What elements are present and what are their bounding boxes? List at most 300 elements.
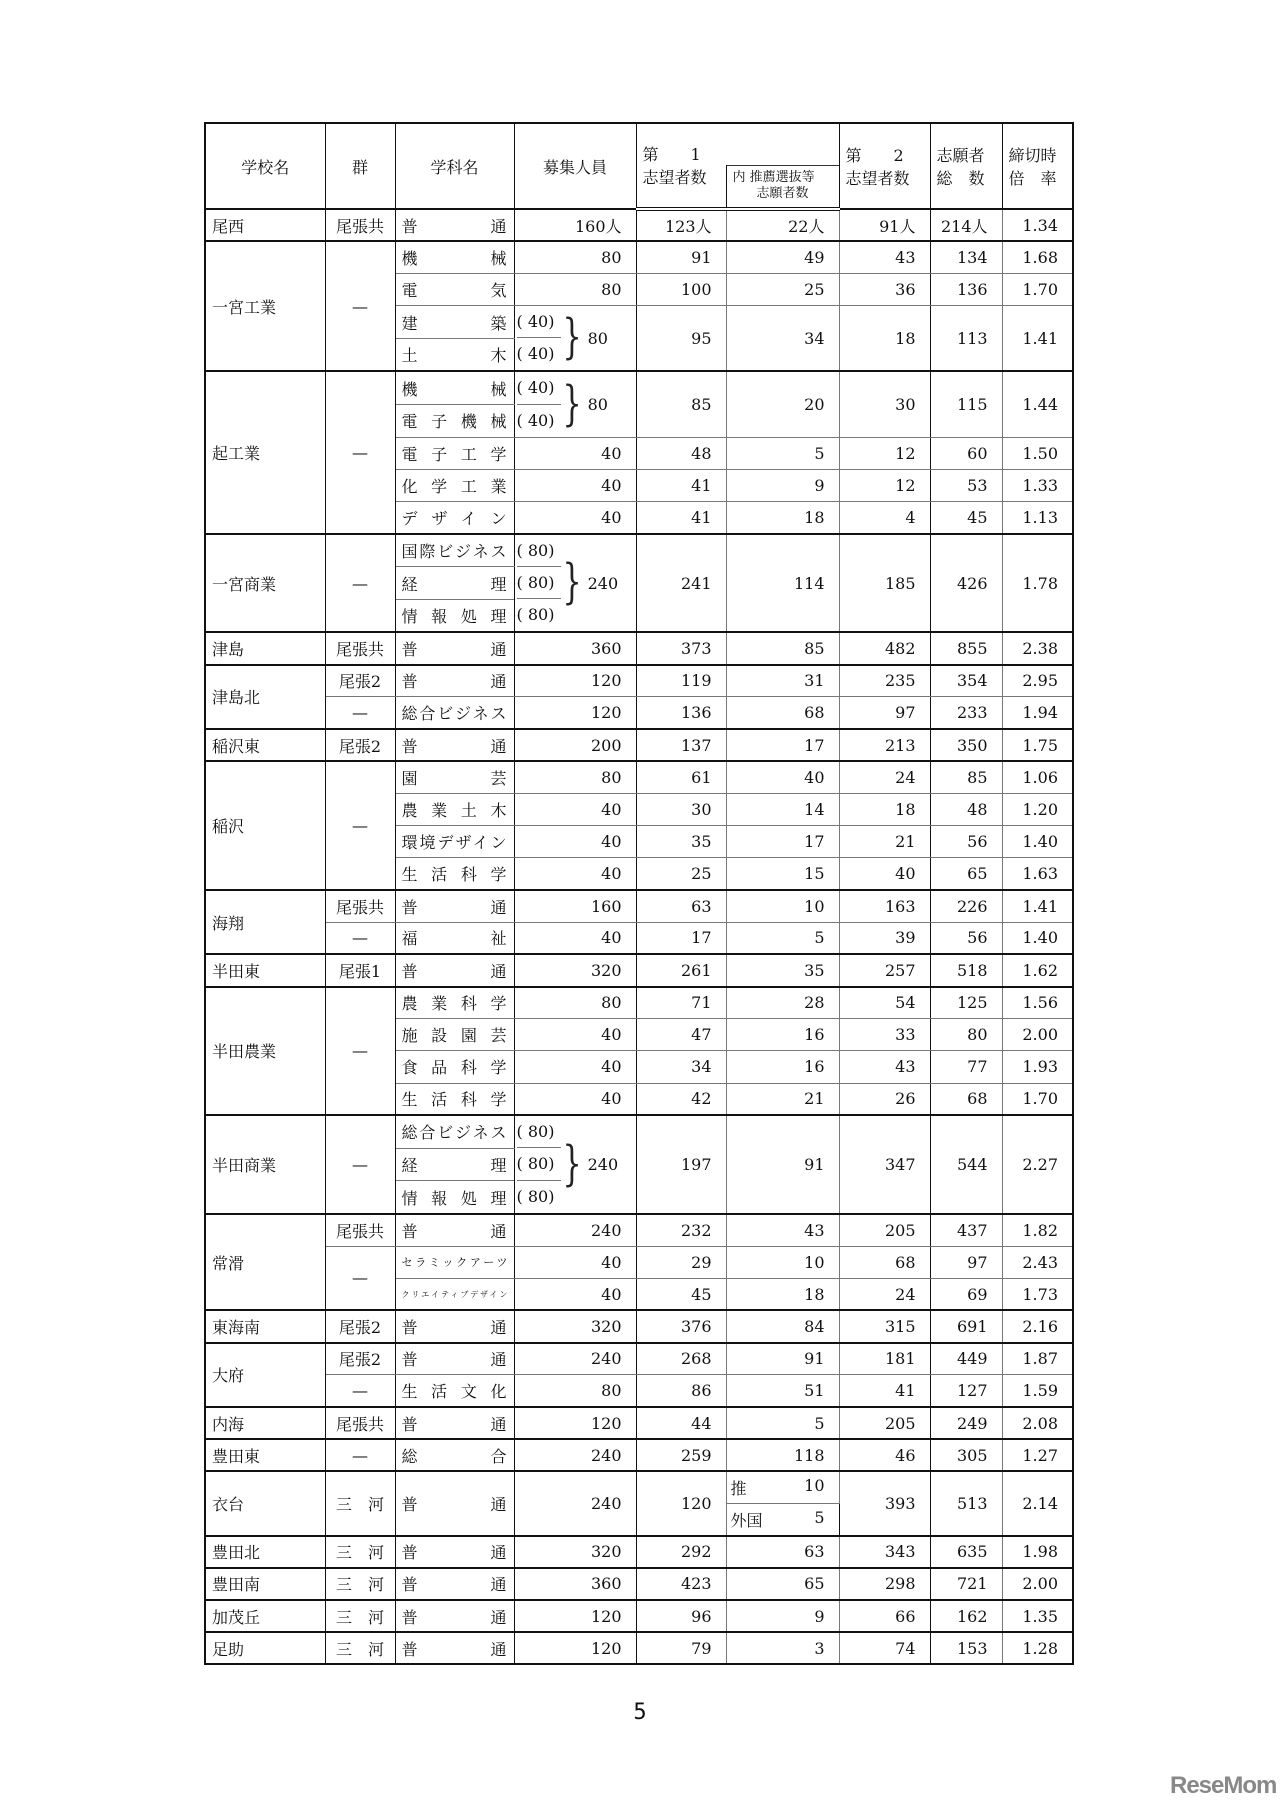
second-choice: 12 <box>839 470 930 502</box>
total-applicants: 855 <box>930 632 1002 664</box>
school-group: — <box>325 371 395 533</box>
quota: 40 <box>514 793 636 825</box>
school-name: 津島北 <box>205 665 325 729</box>
subject-name: 普通 <box>395 890 514 922</box>
table-row <box>205 1568 1073 1600</box>
school-name: 津島 <box>205 632 325 664</box>
subject-name: 農業土木 <box>395 793 514 825</box>
quota-total: 240 <box>587 1155 619 1175</box>
applicant-table <box>204 122 1074 1665</box>
recommend-value: 5 <box>814 1507 825 1527</box>
second-choice: 347 <box>839 1115 930 1214</box>
school-name: 東海南 <box>205 1310 325 1342</box>
quota: 320 <box>514 1536 636 1568</box>
recommend-count: 43 <box>726 1214 839 1246</box>
school-name: 海翔 <box>205 890 325 954</box>
first-choice: 30 <box>636 793 726 825</box>
school-group: — <box>325 697 395 729</box>
quota: 240 <box>514 1439 636 1471</box>
quota-part: ( 80) <box>517 1116 561 1148</box>
subject-name: 農業科学 <box>395 987 514 1019</box>
ratio: 1.35 <box>1002 1600 1073 1632</box>
first-choice: 241 <box>636 534 726 633</box>
subject-name: 普通 <box>395 954 514 986</box>
first-choice: 376 <box>636 1310 726 1342</box>
recommend-count: 15 <box>726 858 839 890</box>
school-group: — <box>325 761 395 890</box>
table-row <box>205 1214 1073 1246</box>
subject-name: 建築 <box>395 306 514 339</box>
total-applicants: 56 <box>930 826 1002 858</box>
quota: 240 <box>514 1343 636 1375</box>
table-row <box>205 1310 1073 1342</box>
school-group: 尾張共 <box>325 890 395 922</box>
subject-name: 普通 <box>395 729 514 761</box>
recommend-count: 17 <box>726 826 839 858</box>
ratio: 1.41 <box>1002 890 1073 922</box>
table-row <box>205 954 1073 986</box>
school-group: 尾張共 <box>325 1214 395 1246</box>
recommend-count: 18 <box>726 1278 839 1310</box>
ratio: 1.75 <box>1002 729 1073 761</box>
quota: 40 <box>514 1278 636 1310</box>
subject-name: 機械 <box>395 371 514 404</box>
first-choice: 35 <box>636 826 726 858</box>
ratio: 1.33 <box>1002 470 1073 502</box>
total-applicants: 136 <box>930 273 1002 305</box>
table-body <box>205 209 1073 1664</box>
table-row <box>205 697 1073 729</box>
total-applicants: 305 <box>930 1439 1002 1471</box>
ratio: 1.78 <box>1002 534 1073 633</box>
recommend-count: 9 <box>726 1600 839 1632</box>
subject-name: 食品科学 <box>395 1051 514 1083</box>
quota: 40 <box>514 502 636 534</box>
header-total-bottom: 総 数 <box>936 169 985 188</box>
first-choice: 86 <box>636 1375 726 1407</box>
second-choice: 343 <box>839 1536 930 1568</box>
school-name: 足助 <box>205 1632 325 1664</box>
ratio: 1.27 <box>1002 1439 1073 1471</box>
quota: 360 <box>514 632 636 664</box>
total-applicants: 85 <box>930 761 1002 793</box>
header-second-top: 第 2 <box>845 146 904 165</box>
quota: 40 <box>514 826 636 858</box>
ratio: 2.95 <box>1002 665 1073 697</box>
recommend-value: 10 <box>804 1476 825 1496</box>
ratio: 1.70 <box>1002 273 1073 305</box>
ratio: 1.68 <box>1002 241 1073 273</box>
second-choice: 315 <box>839 1310 930 1342</box>
school-group: — <box>325 1439 395 1471</box>
ratio: 2.27 <box>1002 1115 1073 1214</box>
school-group: 尾張1 <box>325 954 395 986</box>
school-name: 大府 <box>205 1343 325 1407</box>
total-applicants: 449 <box>930 1343 1002 1375</box>
total-applicants: 68 <box>930 1083 1002 1115</box>
total-applicants: 48 <box>930 793 1002 825</box>
ratio: 2.00 <box>1002 1568 1073 1600</box>
school-name: 常滑 <box>205 1214 325 1311</box>
ratio: 1.44 <box>1002 371 1073 437</box>
quota <box>514 306 636 372</box>
subject-name: 生活科学 <box>395 1083 514 1115</box>
second-choice: 26 <box>839 1083 930 1115</box>
quota: 80 <box>514 761 636 793</box>
quota: 80 <box>514 241 636 273</box>
total-applicants: 56 <box>930 922 1002 954</box>
first-choice: 91 <box>636 241 726 273</box>
subject-name: 電子工学 <box>395 437 514 469</box>
quota-total: 80 <box>587 395 608 415</box>
table-row <box>205 1246 1073 1278</box>
quota: 40 <box>514 437 636 469</box>
school-group: — <box>325 241 395 371</box>
ratio: 1.28 <box>1002 1632 1073 1664</box>
quota-part: ( 80) <box>517 535 561 567</box>
school-group: 尾張2 <box>325 665 395 697</box>
subject-name: 化学工業 <box>395 470 514 502</box>
second-choice: 12 <box>839 437 930 469</box>
second-choice: 74 <box>839 1632 930 1664</box>
header-total <box>930 123 1002 209</box>
total-applicants: 544 <box>930 1115 1002 1214</box>
school-group: 尾張共 <box>325 209 395 241</box>
ratio: 2.08 <box>1002 1407 1073 1439</box>
quota <box>514 1115 636 1214</box>
recommend-count: 68 <box>726 697 839 729</box>
table-row <box>205 890 1073 922</box>
quota-part: ( 80) <box>516 605 555 625</box>
header-ratio <box>1002 123 1073 209</box>
first-choice: 232 <box>636 1214 726 1246</box>
ratio: 1.70 <box>1002 1083 1073 1115</box>
subject-name: 経理 <box>395 567 514 600</box>
subject-name: 普通 <box>395 1471 514 1535</box>
table-row <box>205 1600 1073 1632</box>
subject-name: 総合ビジネス <box>395 697 514 729</box>
first-choice: 17 <box>636 922 726 954</box>
quota: 80 <box>514 273 636 305</box>
first-choice: 268 <box>636 1343 726 1375</box>
second-choice: 68 <box>839 1246 930 1278</box>
second-choice: 18 <box>839 306 930 372</box>
first-choice: 45 <box>636 1278 726 1310</box>
header-recommend-top: 内 推薦選抜等 <box>732 170 815 186</box>
recommend-count: 35 <box>726 954 839 986</box>
ratio: 1.50 <box>1002 437 1073 469</box>
second-choice: 24 <box>839 761 930 793</box>
second-choice: 46 <box>839 1439 930 1471</box>
subject-name: 普通 <box>395 632 514 664</box>
second-choice: 235 <box>839 665 930 697</box>
quota: 40 <box>514 1083 636 1115</box>
first-choice: 29 <box>636 1246 726 1278</box>
ratio: 1.63 <box>1002 858 1073 890</box>
second-choice: 97 <box>839 697 930 729</box>
first-choice: 259 <box>636 1439 726 1471</box>
second-choice: 30 <box>839 371 930 437</box>
second-choice: 163 <box>839 890 930 922</box>
subject-name: 生活文化 <box>395 1375 514 1407</box>
ratio: 1.62 <box>1002 954 1073 986</box>
quota-part: ( 80) <box>516 1186 555 1206</box>
school-group: 尾張共 <box>325 1407 395 1439</box>
school-group: 三 河 <box>325 1632 395 1664</box>
total-applicants: 233 <box>930 697 1002 729</box>
header-quota: 募集人員 <box>514 123 636 209</box>
header-ratio-bottom: 倍 率 <box>1008 169 1057 188</box>
subject-name: 普通 <box>395 665 514 697</box>
total-applicants: 518 <box>930 954 1002 986</box>
first-choice: 119 <box>636 665 726 697</box>
quota: 320 <box>514 954 636 986</box>
recommend-label: 推 <box>730 1479 747 1499</box>
school-name: 半田農業 <box>205 987 325 1116</box>
recommend-count: 20 <box>726 371 839 437</box>
table-row <box>205 729 1073 761</box>
total-applicants: 214人 <box>930 209 1002 241</box>
school-name: 衣台 <box>205 1471 325 1535</box>
table-row <box>205 1115 1073 1148</box>
first-choice: 41 <box>636 470 726 502</box>
ratio: 1.87 <box>1002 1343 1073 1375</box>
recommend-count: 10 <box>726 1246 839 1278</box>
header-second-bottom: 志望者数 <box>845 169 910 188</box>
school-group: — <box>325 1246 395 1310</box>
subject-name: 総合ビジネス <box>395 1115 514 1148</box>
ratio: 1.59 <box>1002 1375 1073 1407</box>
quota-part: ( 80) <box>517 1148 561 1180</box>
school-name: 豊田北 <box>205 1536 325 1568</box>
second-choice: 18 <box>839 793 930 825</box>
second-choice: 181 <box>839 1343 930 1375</box>
subject-name: 環境デザイン <box>395 826 514 858</box>
brace-icon: } <box>562 1135 582 1192</box>
quota: 40 <box>514 1019 636 1051</box>
ratio: 1.94 <box>1002 697 1073 729</box>
subject-name: クリエイティブデザイン <box>395 1278 514 1310</box>
second-choice: 257 <box>839 954 930 986</box>
second-choice: 205 <box>839 1407 930 1439</box>
recommend-count: 40 <box>726 761 839 793</box>
school-group: 三 河 <box>325 1536 395 1568</box>
recommend-count: 9 <box>726 470 839 502</box>
school-name: 尾西 <box>205 209 325 241</box>
header-school: 学校名 <box>205 123 325 209</box>
recommend-count: 10 <box>726 890 839 922</box>
ratio: 1.20 <box>1002 793 1073 825</box>
recommend-count: 118 <box>726 1439 839 1471</box>
total-applicants: 162 <box>930 1600 1002 1632</box>
quota: 360 <box>514 1568 636 1600</box>
recommend-count: 114 <box>726 534 839 633</box>
subject-name: セラミックアーツ <box>395 1246 514 1278</box>
recommend-count: 21 <box>726 1083 839 1115</box>
school-name: 起工業 <box>205 371 325 533</box>
header-group: 群 <box>325 123 395 209</box>
resemom-logo: ReseMom <box>1170 1772 1277 1799</box>
header-subject: 学科名 <box>395 123 514 209</box>
recommend-count: 91 <box>726 1115 839 1214</box>
first-choice: 71 <box>636 987 726 1019</box>
school-group: — <box>325 1375 395 1407</box>
school-name: 半田東 <box>205 954 325 986</box>
subject-name: 普通 <box>395 1343 514 1375</box>
recommend-count <box>726 1471 839 1503</box>
school-group: 尾張2 <box>325 729 395 761</box>
school-name: 内海 <box>205 1407 325 1439</box>
second-choice: 39 <box>839 922 930 954</box>
total-applicants: 691 <box>930 1310 1002 1342</box>
subject-name: 情報処理 <box>395 600 514 633</box>
subject-name: 総合 <box>395 1439 514 1471</box>
total-applicants: 80 <box>930 1019 1002 1051</box>
ratio: 1.13 <box>1002 502 1073 534</box>
header-ratio-top: 締切時 <box>1008 146 1057 165</box>
second-choice: 91人 <box>839 209 930 241</box>
subject-name: 普通 <box>395 1536 514 1568</box>
subject-name: 園芸 <box>395 761 514 793</box>
first-choice: 120 <box>636 1471 726 1535</box>
school-group: 尾張2 <box>325 1343 395 1375</box>
header-first-bottom: 志望者数 <box>636 165 726 209</box>
quota: 200 <box>514 729 636 761</box>
second-choice: 24 <box>839 1278 930 1310</box>
table-row <box>205 922 1073 954</box>
total-applicants: 249 <box>930 1407 1002 1439</box>
total-applicants: 115 <box>930 371 1002 437</box>
first-choice: 423 <box>636 1568 726 1600</box>
recommend-count: 49 <box>726 241 839 273</box>
first-choice: 136 <box>636 697 726 729</box>
ratio: 1.41 <box>1002 306 1073 372</box>
first-choice: 85 <box>636 371 726 437</box>
table-row <box>205 1343 1073 1375</box>
header-first-top: 第 1 <box>636 123 839 165</box>
ratio: 1.82 <box>1002 1214 1073 1246</box>
total-applicants: 45 <box>930 502 1002 534</box>
recommend-count: 17 <box>726 729 839 761</box>
quota: 80 <box>514 1375 636 1407</box>
second-choice: 482 <box>839 632 930 664</box>
quota <box>514 534 636 633</box>
subject-name: 普通 <box>395 1568 514 1600</box>
quota: 160人 <box>514 209 636 241</box>
quota: 240 <box>514 1214 636 1246</box>
recommend-count: 14 <box>726 793 839 825</box>
total-applicants: 134 <box>930 241 1002 273</box>
first-choice: 42 <box>636 1083 726 1115</box>
table-row <box>205 241 1073 273</box>
recommend-count: 5 <box>726 437 839 469</box>
school-group: 尾張共 <box>325 632 395 664</box>
table-row <box>205 209 1073 241</box>
second-choice: 66 <box>839 1600 930 1632</box>
quota-part: ( 40) <box>517 306 561 338</box>
ratio: 2.14 <box>1002 1471 1073 1535</box>
header-recommend-bottom: 志願者数 <box>756 186 809 202</box>
total-applicants: 127 <box>930 1375 1002 1407</box>
first-choice: 44 <box>636 1407 726 1439</box>
total-applicants: 350 <box>930 729 1002 761</box>
quota-part: ( 80) <box>517 567 561 599</box>
brace-icon: } <box>562 554 582 611</box>
recommend-count: 3 <box>726 1632 839 1664</box>
recommend-count: 5 <box>726 922 839 954</box>
table-row <box>205 632 1073 664</box>
table-row <box>205 1375 1073 1407</box>
quota: 320 <box>514 1310 636 1342</box>
total-applicants: 226 <box>930 890 1002 922</box>
subject-name: 普通 <box>395 1310 514 1342</box>
total-applicants: 635 <box>930 1536 1002 1568</box>
quota: 40 <box>514 1051 636 1083</box>
first-choice: 79 <box>636 1632 726 1664</box>
quota-part: ( 40) <box>516 410 555 430</box>
first-choice: 48 <box>636 437 726 469</box>
table-row <box>205 534 1073 567</box>
second-choice: 4 <box>839 502 930 534</box>
first-choice: 47 <box>636 1019 726 1051</box>
total-applicants: 97 <box>930 1246 1002 1278</box>
quota: 120 <box>514 697 636 729</box>
quota: 40 <box>514 922 636 954</box>
recommend-count: 84 <box>726 1310 839 1342</box>
recommend-count: 18 <box>726 502 839 534</box>
school-group: 尾張2 <box>325 1310 395 1342</box>
subject-name: 普通 <box>395 1407 514 1439</box>
first-choice: 34 <box>636 1051 726 1083</box>
total-applicants: 60 <box>930 437 1002 469</box>
school-group: 三 河 <box>325 1568 395 1600</box>
first-choice: 197 <box>636 1115 726 1214</box>
subject-name: 情報処理 <box>395 1181 514 1214</box>
second-choice: 41 <box>839 1375 930 1407</box>
table-row <box>205 665 1073 697</box>
quota: 120 <box>514 1407 636 1439</box>
quota-part: ( 40) <box>517 372 561 404</box>
quota: 80 <box>514 987 636 1019</box>
recommend-count: 91 <box>726 1343 839 1375</box>
first-choice: 100 <box>636 273 726 305</box>
school-group: — <box>325 987 395 1116</box>
school-group: — <box>325 922 395 954</box>
first-choice: 96 <box>636 1600 726 1632</box>
table-row <box>205 1439 1073 1471</box>
school-name: 稲沢東 <box>205 729 325 761</box>
quota-total: 240 <box>587 573 619 593</box>
recommend-count: 85 <box>726 632 839 664</box>
subject-name: 国際ビジネス <box>395 534 514 567</box>
table-row <box>205 761 1073 793</box>
total-applicants: 53 <box>930 470 1002 502</box>
subject-name: 電子機械 <box>395 404 514 437</box>
total-applicants: 513 <box>930 1471 1002 1535</box>
total-applicants: 153 <box>930 1632 1002 1664</box>
brace-icon: } <box>562 309 582 366</box>
ratio: 1.34 <box>1002 209 1073 241</box>
total-applicants: 125 <box>930 987 1002 1019</box>
header-second <box>839 123 930 209</box>
first-choice: 261 <box>636 954 726 986</box>
first-choice: 25 <box>636 858 726 890</box>
quota: 120 <box>514 1600 636 1632</box>
subject-name: 普通 <box>395 1632 514 1664</box>
recommend-count: 25 <box>726 273 839 305</box>
subject-name: 土木 <box>395 339 514 372</box>
subject-name: 普通 <box>395 1214 514 1246</box>
